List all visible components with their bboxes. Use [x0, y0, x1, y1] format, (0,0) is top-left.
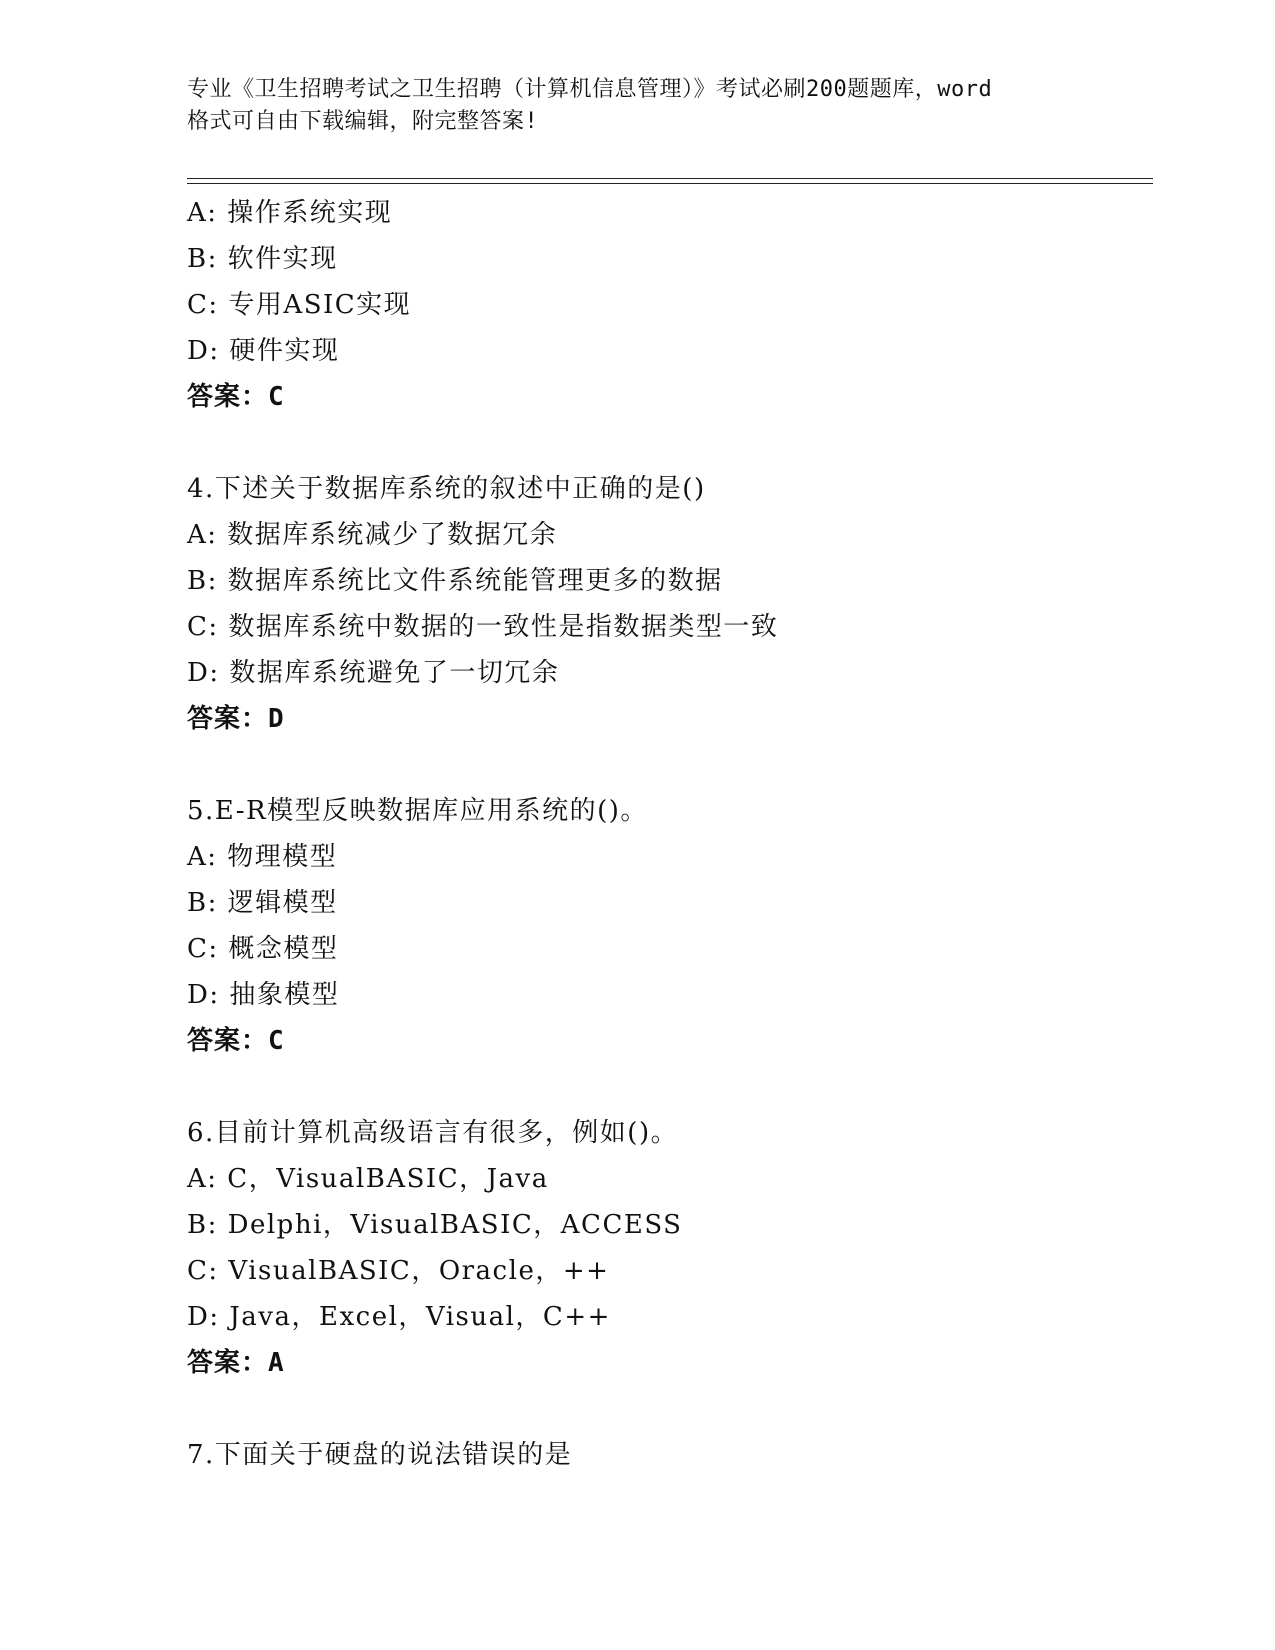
option-b: B: 逻辑模型	[187, 888, 338, 918]
option-a: A: 数据库系统减少了数据冗余	[187, 520, 558, 550]
spacer	[187, 1064, 1147, 1110]
option-c: C: VisualBASIC，Oracle，++	[187, 1256, 610, 1286]
option-c: C: 概念模型	[187, 934, 339, 964]
option-c: C: 专用ASIC实现	[187, 290, 412, 320]
question-6	[187, 1110, 1147, 1386]
option-b: B: 软件实现	[187, 244, 338, 274]
question-text: 5.E-R模型反映数据库应用系统的()。	[187, 796, 648, 826]
answer: 答案：D	[187, 704, 285, 734]
option-a: A: 物理模型	[187, 842, 338, 872]
option-d: D: 数据库系统避免了一切冗余	[187, 658, 560, 688]
header-rule-bottom	[187, 183, 1153, 184]
spacer	[187, 420, 1147, 466]
document-header	[187, 74, 1087, 138]
question-3	[187, 190, 1147, 420]
question-7	[187, 1432, 1147, 1478]
option-c: C: 数据库系统中数据的一致性是指数据类型一致	[187, 612, 779, 642]
option-d: D: Java，Excel，Visual，C++	[187, 1302, 611, 1332]
header-rule-top	[187, 178, 1153, 179]
option-d: D: 硬件实现	[187, 336, 340, 366]
option-b: B: Delphi，VisualBASIC，ACCESS	[187, 1210, 683, 1240]
header-line-2: 格式可自由下载编辑，附完整答案!	[187, 109, 539, 134]
spacer	[187, 1386, 1147, 1432]
option-a: A: 操作系统实现	[187, 198, 393, 228]
option-b: B: 数据库系统比文件系统能管理更多的数据	[187, 566, 723, 596]
question-text: 6.目前计算机高级语言有很多，例如()。	[187, 1118, 679, 1148]
answer: 答案：C	[187, 1026, 285, 1056]
question-4	[187, 466, 1147, 742]
question-text: 7.下面关于硬盘的说法错误的是	[187, 1440, 573, 1470]
spacer	[187, 742, 1147, 788]
question-list	[187, 190, 1147, 1478]
header-line-1: 专业《卫生招聘考试之卫生招聘（计算机信息管理）》考试必刷200题题库，word	[187, 77, 993, 102]
option-d: D: 抽象模型	[187, 980, 340, 1010]
question-text: 4.下述关于数据库系统的叙述中正确的是()	[187, 474, 706, 504]
option-a: A: C，VisualBASIC，Java	[187, 1164, 549, 1194]
answer: 答案：A	[187, 1348, 285, 1378]
answer: 答案：C	[187, 382, 285, 412]
question-5	[187, 788, 1147, 1064]
